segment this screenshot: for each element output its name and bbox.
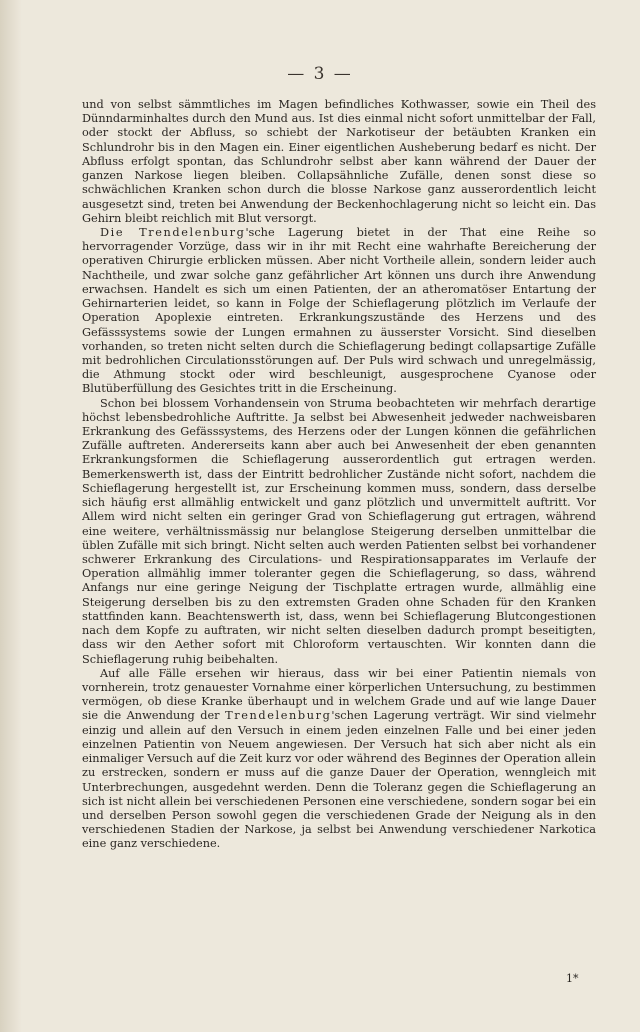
signature-mark: 1* [566,972,579,985]
paragraph-3 [82,397,596,667]
paragraph-2-author-name: Die Trendelenburg [100,225,246,239]
paragraph-2-text: 'sche Lagerung bietet in der That eine Reihe so hervorragender Vorzüge, dass wir in ihr mit Recht eine wahrhafte Bereicherung der operativen Chirurgie erblicken müssen. Aber nicht Vortheile allein, sondern leider auch Nachtheile, und zwar solche ganz gefährlicher Art können uns durch ihre Anwendung erwachsen. Handelt es sich um einen Patienten, der an atheromatöser Entartung der Gehirnarterien leidet, so kann in Folge der Schieflagerung plötzlich im Verlaufe der Operation Apoplexie eintreten. Erkrankungszustände des Herzens und des Gefässsystems sowie der Lungen ermahnen zu äusserster Vorsicht. Sind dieselben vorhanden, so treten nicht selten durch die Schieflagerung bedingt collapsartige Zufälle mit bedrohlichen Circulationsstörungen auf. Der Puls wird schwach und unregelmässig, die Athmung stockt oder wird beschleunigt, ausgesprochene Cyanose oder Blutüberfüllung des Gesichtes tritt in die Erscheinung. [82,225,596,396]
paragraph-4 [82,667,596,852]
body-text [82,98,596,852]
paragraph-1-text: und von selbst sämmtliches im Magen befindliches Kothwasser, sowie ein Theil des Dünndarminhaltes durch den Mund aus. Ist dies einmal nicht sofort unmittelbar der Fall, oder stockt der Abfluss, so schiebt der Narkotiseur der betäubten Kranken ein Schlundrohr bis in den Magen ein. Einer eigentlichen Ausheberung bedarf es nicht. Der Abfluss erfolgt spontan, das Schlundrohr selbst aber kann während der Dauer der ganzen Narkose liegen bleiben. Collapsähnliche Zufälle, denen sonst diese so schwächlichen Kranken schon durch die blosse Narkose ganz ausserordentlich leicht ausgesetzt sind, treten bei Anwendung der Beckenhochlagerung nicht so leicht ein. Das Gehirn bleibt reichlich mit Blut versorgt. [82,98,596,225]
paragraph-4-text: 'schen Lagerung verträgt. Wir sind vielmehr einzig und allein auf den Versuch in einem jeden einzelnen Falle und bei einer jeden einzelnen Patientin von Neuem angewiesen. Der Versuch hat sich aber nicht als ein einmaliger Versuch auf die Zeit kurz vor oder während des Beginnes der Operation allein zu erstrecken, sondern er muss auf die ganze Dauer der Operation, wenngleich mit Unterbrechungen, ausgedehnt werden. Denn die Toleranz gegen die Schieflagerung an sich ist nicht allein bei verschiedenen Personen eine verschiedene, sondern sogar bei ein und derselben Person sowohl gegen die verschiedenen Grade der Neigung als in den verschiedenen Stadien der Narkose, ja selbst bei Anwendung verschiedener Narkotica eine ganz verschiedene. [82,709,596,851]
paragraph-2 [82,226,596,397]
paragraph-3-text: Schon bei blossem Vorhandensein von Struma beobachteten wir mehrfach derartige höchst lebensbedrohliche Auftritte. Ja selbst bei Abwesenheit jedweder nachweisbaren Erkrankung des Gefässsystems, des Herzens oder der Lungen können die gefährlichen Zufälle auftreten. Andererseits kann aber auch bei Anwesenheit der eben genannten Erkrankungsformen die Schieflagerung ausserordentlich gut ertragen werden. Bemerkenswerth ist, dass der Eintritt bedrohlicher Zustände nicht sofort, nachdem die Schieflagerung hergestellt ist, zur Erscheinung kommen muss, sondern, dass derselbe sich häufig erst allmählig entwickelt und ganz plötzlich und unvermittelt auftritt. Vor Allem wird nicht selten ein geringer Grad von Schieflagerung gut ertragen, während eine weitere, verhältnissmässig nur belanglose Steigerung derselben unmittelbar die üblen Zufälle mit sich bringt. Nicht selten auch werden Patienten selbst bei vorhandener schwerer Erkrankung des Circulations- und Respirationsapparates im Verlaufe der Operation allmählig immer toleranter gegen die Schieflagerung, so dass, während Anfangs nur eine geringe Neigung der Tischplatte ertragen wurde, allmählig eine Steigerung derselben bis zu den extremsten Graden ohne Schaden für den Kranken stattfinden kann. Beachtenswerth ist, dass, wenn bei Schieflagerung Blutcongestionen nach dem Kopfe zu auftraten, wir nicht selten dieselben dadurch prompt beseitigten, dass wir den Aether sofort mit Chloroform vertauschten. Wir konnten dann die Schieflagerung ruhig beibehalten. [82,396,596,666]
paragraph-4-text-before: Auf alle Fälle ersehen wir hieraus, dass wir bei einer Patientin niemals von vornherein, trotz genauester Vornahme einer körperlichen Untersuchung, zu bestimmen vermögen, ob diese Kranke überhaupt und in welchem Grade und auf wie lange Dauer sie die Anwendung der [82,666,596,723]
paragraph-1 [82,98,596,226]
paragraph-4-author-name: Trendelenburg [225,709,332,723]
binding-edge-shadow [0,0,22,1032]
page-number: — 3 — [287,64,353,84]
